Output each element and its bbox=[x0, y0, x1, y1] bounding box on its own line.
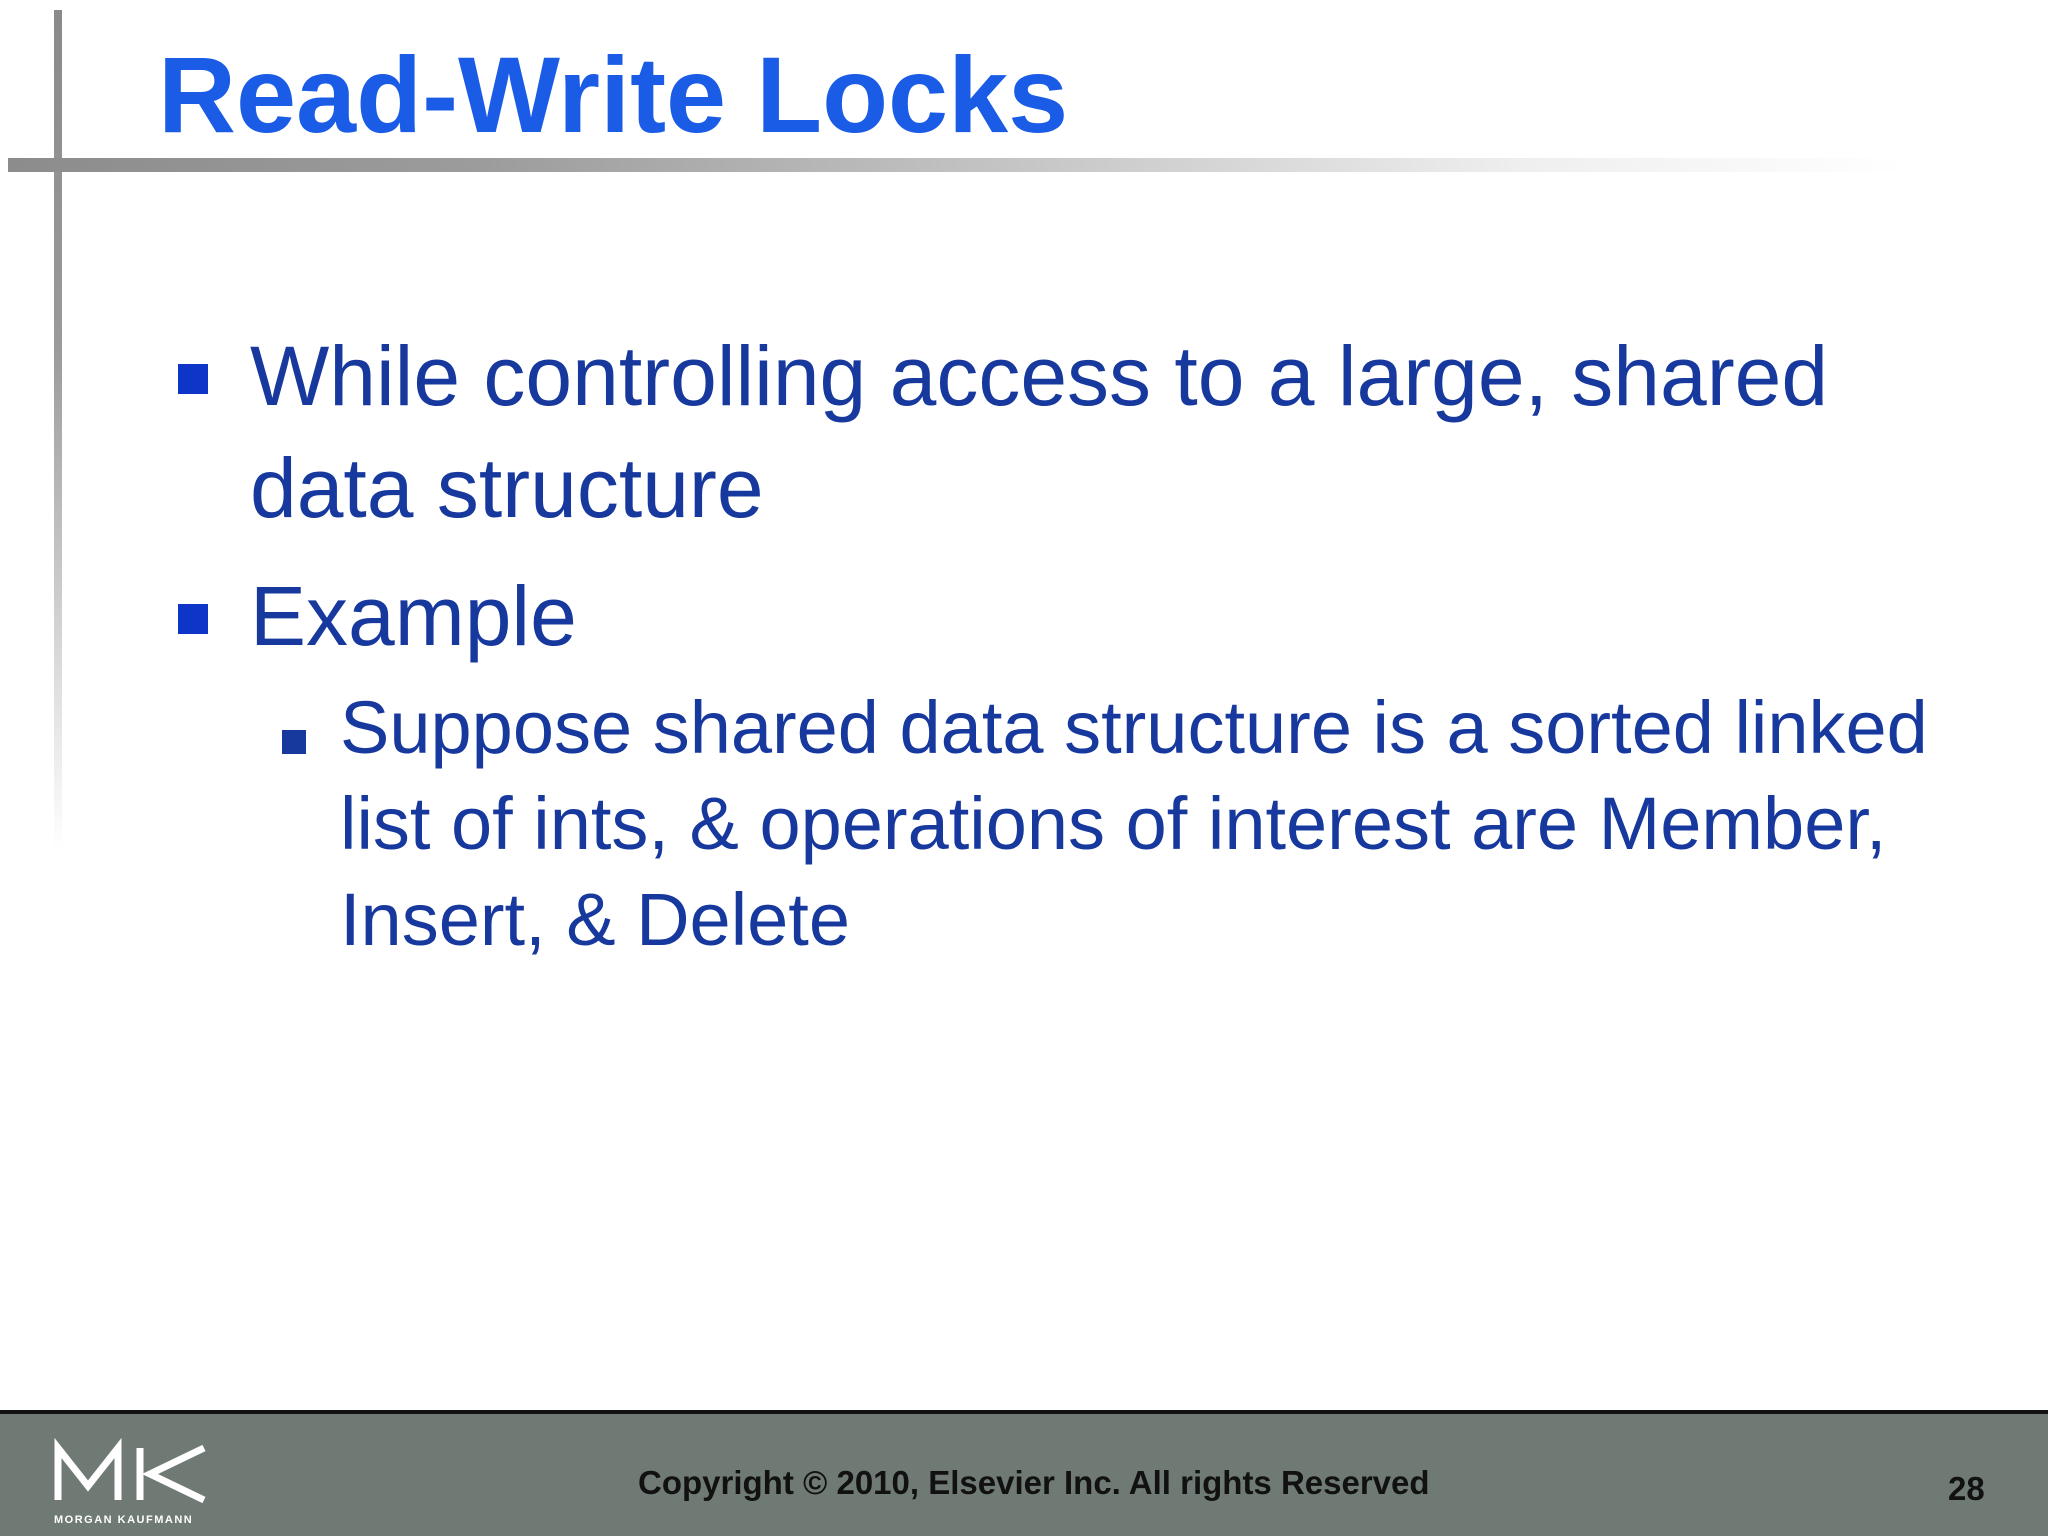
sub-bullet-square-icon bbox=[282, 730, 306, 754]
bullet-item: Example bbox=[250, 569, 577, 663]
slide-title: Read-Write Locks bbox=[158, 34, 1069, 155]
copyright-text: Copyright © 2010, Elsevier Inc. All rights Reserved bbox=[638, 1464, 1430, 1501]
bullet-item: While controlling access to a large, shared data structure bbox=[250, 329, 1829, 535]
bullet-square-icon bbox=[178, 364, 208, 394]
mk-logo-icon bbox=[54, 1438, 214, 1514]
publisher-logo bbox=[54, 1438, 214, 1528]
vertical-accent-rule bbox=[54, 10, 62, 850]
sub-bullet-item: Suppose shared data structure is a sorted linked list of ints, & operations of interest are Member, Insert, & Delete bbox=[340, 686, 1928, 961]
page-number: 28 bbox=[1948, 1470, 1985, 1507]
bullet-square-icon bbox=[178, 604, 208, 634]
logo-subtitle: MORGAN KAUFMANN bbox=[54, 1514, 194, 1526]
footer-bar bbox=[0, 1410, 2048, 1536]
horizontal-accent-rule bbox=[8, 158, 1908, 172]
